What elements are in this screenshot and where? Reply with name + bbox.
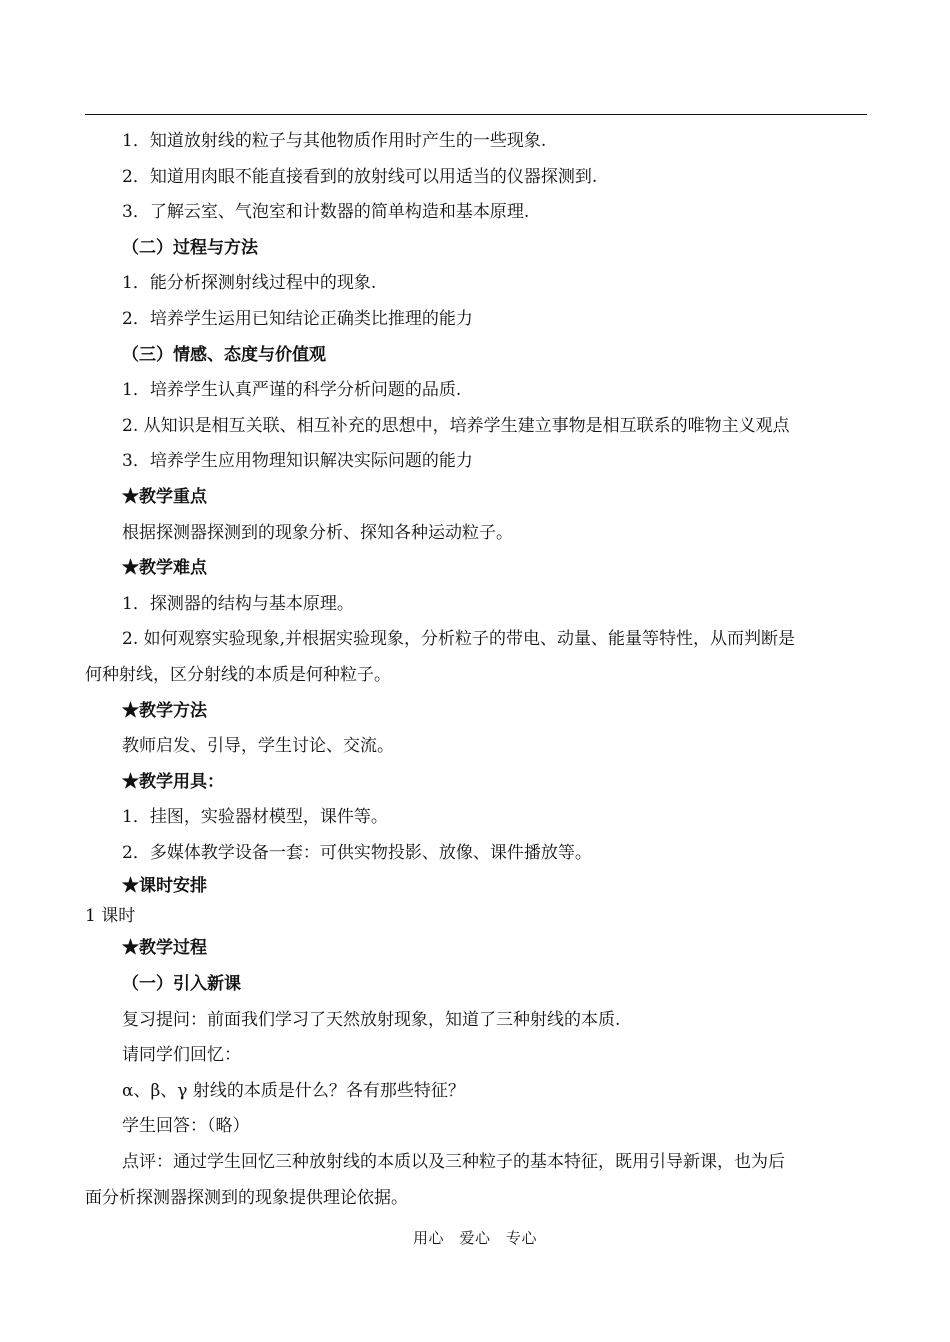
- heading-difficulties: ★教学难点: [122, 558, 207, 579]
- difficulty-item-1: 1．探测器的结构与基本原理。: [122, 593, 354, 614]
- emotion-item-1: 1．培养学生认真严谨的科学分析问题的品质.: [122, 380, 462, 401]
- heading-introduction: （一）引入新课: [122, 974, 241, 995]
- comment-line-1: 点评：通过学生回忆三种放射线的本质以及三种粒子的基本特征，既用引导新课，也为后: [122, 1152, 785, 1173]
- heading-teaching-procedure: ★教学过程: [122, 938, 207, 959]
- comment-line-2: 面分析探测器探测到的现象提供理论依据。: [85, 1187, 408, 1208]
- heading-key-points: ★教学重点: [122, 486, 207, 507]
- heading-process-method: （二）过程与方法: [122, 237, 258, 258]
- process-item-1: 1．能分析探测射线过程中的现象.: [122, 273, 377, 294]
- tools-item-1: 1．挂图，实验器材模型，课件等。: [122, 807, 388, 828]
- tools-item-2: 2．多媒体教学设备一套：可供实物投影、放像、课件播放等。: [122, 842, 592, 863]
- emotion-item-3: 3．培养学生应用物理知识解决实际问题的能力: [122, 451, 473, 472]
- emotion-item-2: 2. 从知识是相互关联、相互补充的思想中，培养学生建立事物是相互联系的唯物主义观点: [122, 415, 790, 436]
- knowledge-item-1: 1．知道放射线的粒子与其他物质作用时产生的一些现象.: [122, 131, 547, 151]
- knowledge-item-3: 3．了解云室、气泡室和计数器的简单构造和基本原理.: [122, 202, 530, 223]
- rays-question: α、β、γ 射线的本质是什么？各有那些特征？: [122, 1080, 465, 1101]
- schedule-text: 1 课时: [85, 906, 136, 927]
- page-footer: 用心 爱心 专心: [412, 1229, 537, 1247]
- difficulty-item-2-line-1: 2. 如何观察实验现象,并根据实验现象，分析粒子的带电、动量、能量等特性，从而判断是: [122, 629, 796, 650]
- process-item-2: 2．培养学生运用已知结论正确类比推理的能力: [122, 308, 473, 329]
- teaching-method-text: 教师启发、引导，学生讨论、交流。: [122, 736, 394, 757]
- heading-teaching-method: ★教学方法: [122, 700, 207, 721]
- knowledge-item-2: 2．知道用肉眼不能直接看到的放射线可以用适当的仪器探测到.: [122, 166, 598, 187]
- student-answer: 学生回答：（略）: [122, 1116, 250, 1137]
- recall-prompt: 请同学们回忆：: [122, 1045, 241, 1066]
- header-rule: [85, 114, 867, 115]
- difficulty-item-2-line-2: 何种射线，区分射线的本质是何种粒子。: [85, 664, 391, 685]
- review-question: 复习提问：前面我们学习了天然放射现象，知道了三种射线的本质.: [122, 1009, 621, 1030]
- document-body: [85, 124, 867, 1216]
- heading-emotion-values: （三）情感、态度与价值观: [122, 344, 326, 365]
- key-points-text: 根据探测器探测到的现象分析、探知各种运动粒子。: [122, 522, 513, 543]
- heading-schedule: ★课时安排: [122, 876, 207, 897]
- heading-teaching-tools: ★教学用具：: [122, 771, 224, 792]
